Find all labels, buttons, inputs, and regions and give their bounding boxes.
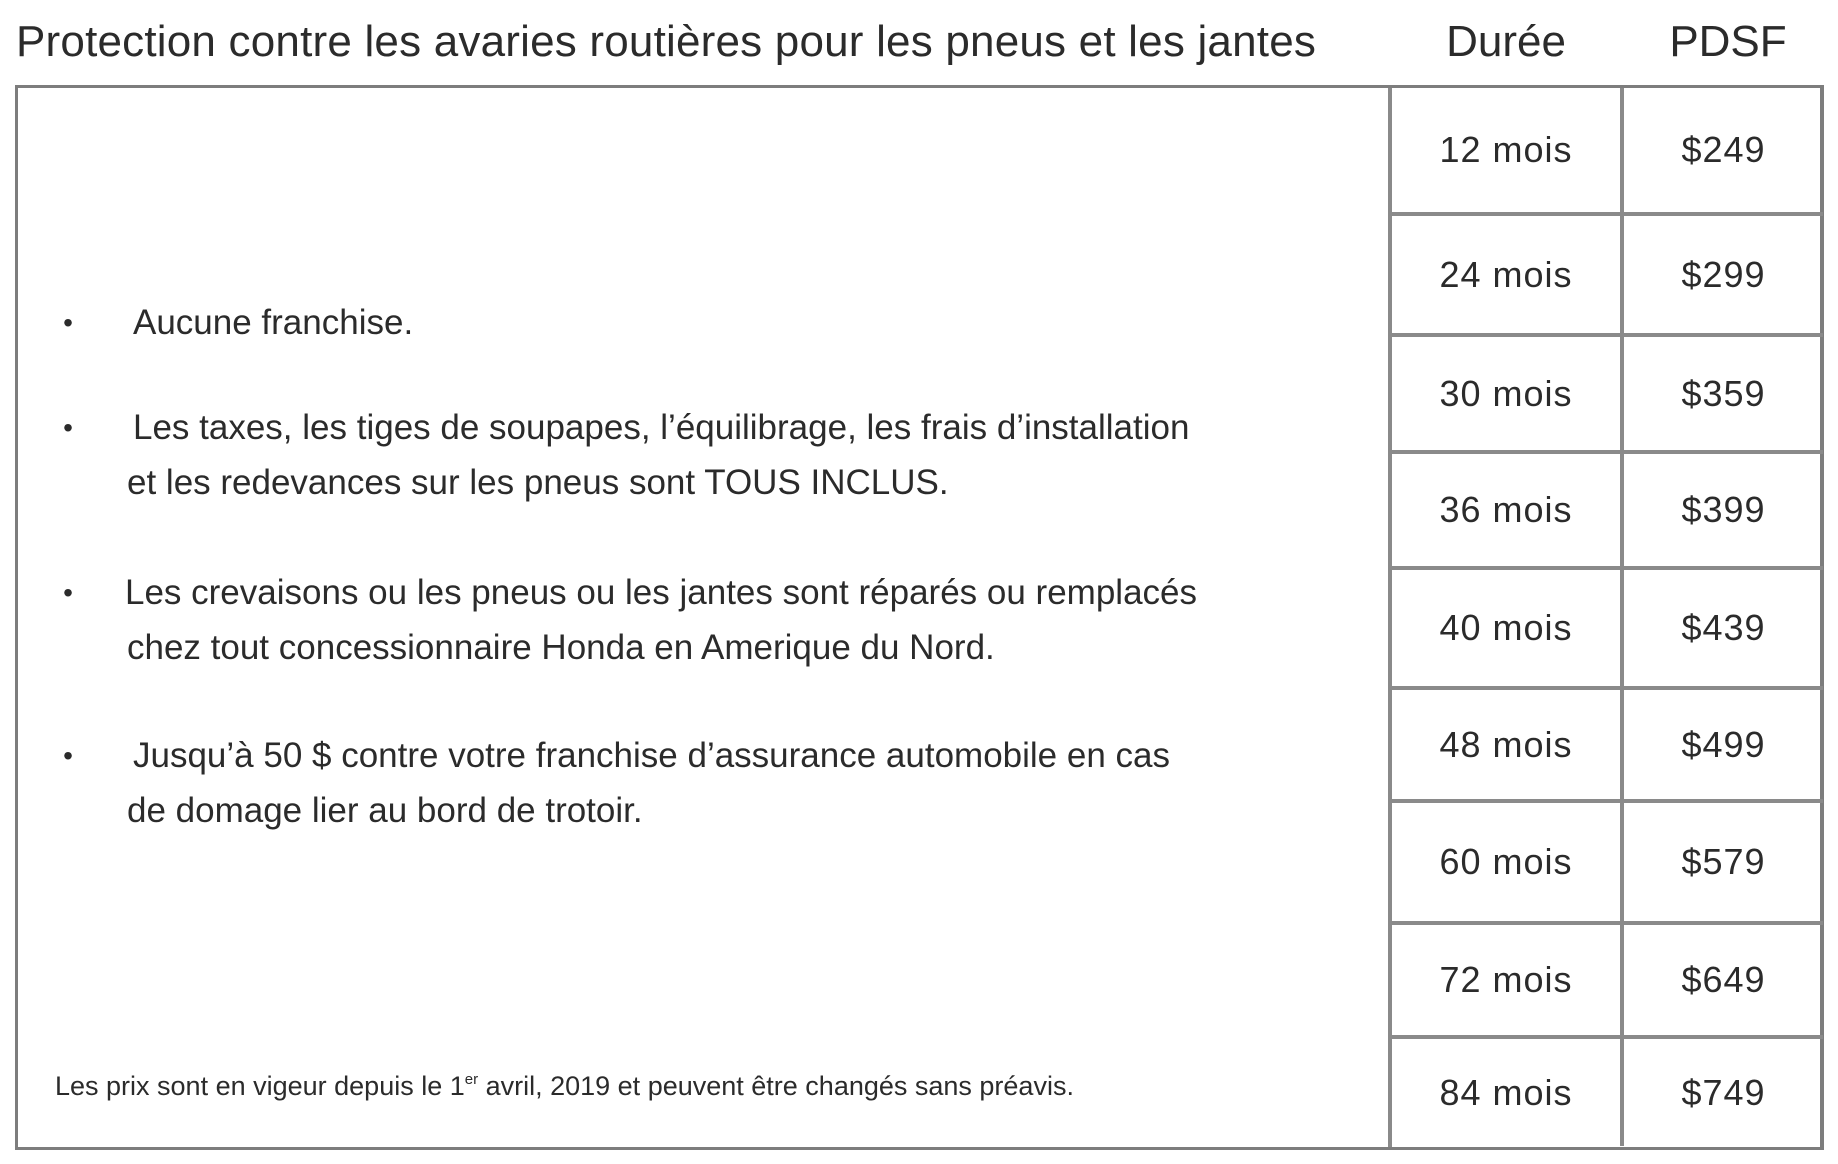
bullet-text-line: Aucune franchise. — [133, 303, 414, 342]
duration-cell: 72 mois — [1392, 925, 1624, 1035]
bullet-item — [58, 728, 1308, 838]
bullet-text-line: Les crevaisons ou les pneus ou les jantes sont réparés ou remplacés — [125, 573, 1197, 612]
table-row — [1392, 925, 1823, 1039]
price-grid — [1388, 88, 1823, 1147]
table-row — [1392, 337, 1823, 454]
duration-cell: 84 mois — [1392, 1039, 1624, 1146]
price-cell: $359 — [1681, 372, 1766, 414]
price-cell: $579 — [1681, 841, 1766, 882]
bullet-icon: • — [63, 740, 73, 771]
price-cell: $299 — [1681, 253, 1766, 295]
duration-cell: 60 mois — [1392, 803, 1624, 921]
price-cell: $249 — [1681, 129, 1766, 170]
table-row — [1392, 803, 1823, 925]
page-title: Protection contre les avaries routières pour les pneus et les jantes — [16, 17, 1317, 66]
bullet-text-line: de domage lier au bord de trotoir. — [127, 791, 643, 830]
bullet-text-line: chez tout concessionnaire Honda en Amerique du Nord. — [127, 628, 995, 667]
duration-cell: 12 mois — [1392, 88, 1624, 212]
bullet-item — [58, 400, 1308, 510]
table-row — [1392, 88, 1823, 216]
table-row — [1392, 570, 1823, 690]
price-cell: $749 — [1681, 1071, 1766, 1113]
bullet-text-line: Les taxes, les tiges de soupapes, l’équilibrage, les frais d’installation — [133, 408, 1190, 447]
price-cell: $439 — [1681, 607, 1766, 648]
coverage-details-panel — [18, 88, 1388, 1147]
bullet-icon: • — [63, 307, 73, 338]
price-cell: $499 — [1681, 723, 1766, 765]
footnote-text: avril, 2019 et peuvent être changés sans préavis. — [478, 1071, 1074, 1101]
bullet-item — [58, 565, 1308, 675]
duration-cell: 24 mois — [1392, 216, 1624, 333]
bullet-item — [58, 295, 1308, 350]
duration-cell: 48 mois — [1392, 690, 1624, 799]
duration-cell: 36 mois — [1392, 454, 1624, 566]
duration-cell: 40 mois — [1392, 570, 1624, 686]
bullet-text-line: et les redevances sur les pneus sont TOUS INCLUS. — [127, 463, 949, 502]
price-footnote — [55, 1066, 1074, 1106]
duration-cell: 30 mois — [1392, 337, 1624, 450]
footnote-superscript: er — [464, 1071, 479, 1088]
table-row — [1392, 1039, 1823, 1146]
table-row — [1392, 690, 1823, 803]
footnote-text: Les prix sont en vigeur depuis le 1 — [55, 1071, 465, 1101]
price-column-header: PDSF — [1669, 17, 1787, 66]
bullet-text-line: Jusqu’à 50 $ contre votre franchise d’assurance automobile en cas — [133, 736, 1170, 775]
bullet-icon: • — [63, 577, 73, 608]
price-cell: $649 — [1681, 959, 1766, 1000]
bullet-icon: • — [63, 412, 73, 443]
table-row — [1392, 454, 1823, 570]
duration-column-header: Durée — [1446, 17, 1566, 66]
pricing-table — [15, 85, 1824, 1150]
price-cell: $399 — [1681, 489, 1766, 530]
table-row — [1392, 216, 1823, 337]
